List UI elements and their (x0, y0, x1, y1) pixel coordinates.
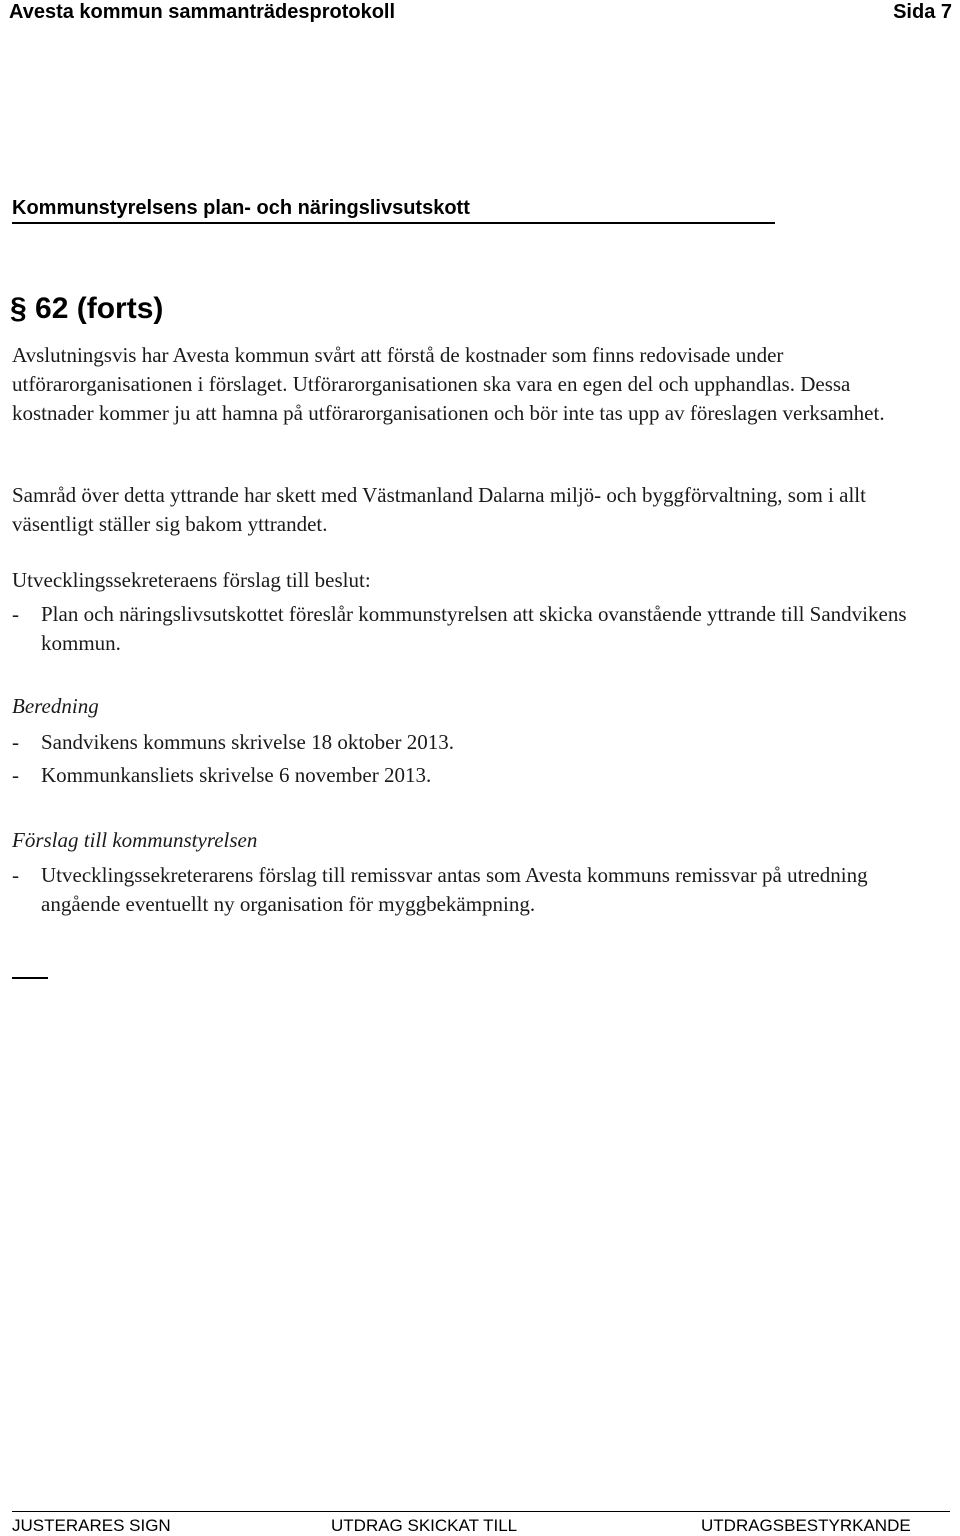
list-item-text: Plan och näringslivsutskottet föreslår kommunstyrelsen att skicka ovanstående yttrande till Sandvikens kommun. (41, 602, 907, 655)
end-marker-rule (12, 977, 48, 979)
committee-underline (12, 222, 775, 224)
list-dash: - (12, 863, 19, 887)
document-title: Avesta kommun sammanträdesprotokoll (9, 1, 396, 23)
paragraph-costs: Avslutningsvis har Avesta kommun svårt att förstå de kostnader som finns redovisade under utförarorganisationen i förslaget. Utförarorganisationen ska vara en egen del och upphandlas. Dessa kostnader kommer ju att hamna på utförarorganisationen och bör inte tas upp av föreslagen verksamhet. (12, 343, 885, 425)
forslag-label: Förslag till kommunstyrelsen (12, 828, 258, 852)
list-dash: - (12, 730, 19, 754)
list-dash: - (12, 602, 19, 626)
footer-justerares-sign: JUSTERARES SIGN (12, 1516, 171, 1535)
proposal-label: Utvecklingssekreteraens förslag till beslut: (12, 568, 371, 592)
list-item (12, 861, 932, 919)
footer-rule (12, 1511, 950, 1512)
footer-utdragsbestyrkande: UTDRAGSBESTYRKANDE (701, 1516, 911, 1535)
paragraph-consultation: Samråd över detta yttrande har skett med Västmanland Dalarna miljö- och byggförvaltning, som i allt väsentligt ställer sig bakom yttrandet. (12, 483, 866, 536)
list-item-text: Sandvikens kommuns skrivelse 18 oktober 2013. (41, 730, 454, 754)
list-dash: - (12, 763, 19, 787)
footer-utdrag-skickat-till: UTDRAG SKICKAT TILL (331, 1516, 518, 1535)
page-number: Sida 7 (893, 1, 952, 23)
list-item (12, 761, 932, 790)
committee-heading: Kommunstyrelsens plan- och näringslivsutskott (12, 197, 470, 219)
list-item-text: Kommunkansliets skrivelse 6 november 2013. (41, 763, 432, 787)
beredning-label: Beredning (12, 694, 99, 718)
list-item (12, 728, 932, 757)
list-item (12, 600, 932, 658)
list-item-text: Utvecklingssekreterarens förslag till remissvar antas som Avesta kommuns remissvar på utredning angående eventuellt ny organisation för myggbekämpning. (41, 863, 868, 916)
section-heading: § 62 (forts) (10, 292, 164, 325)
